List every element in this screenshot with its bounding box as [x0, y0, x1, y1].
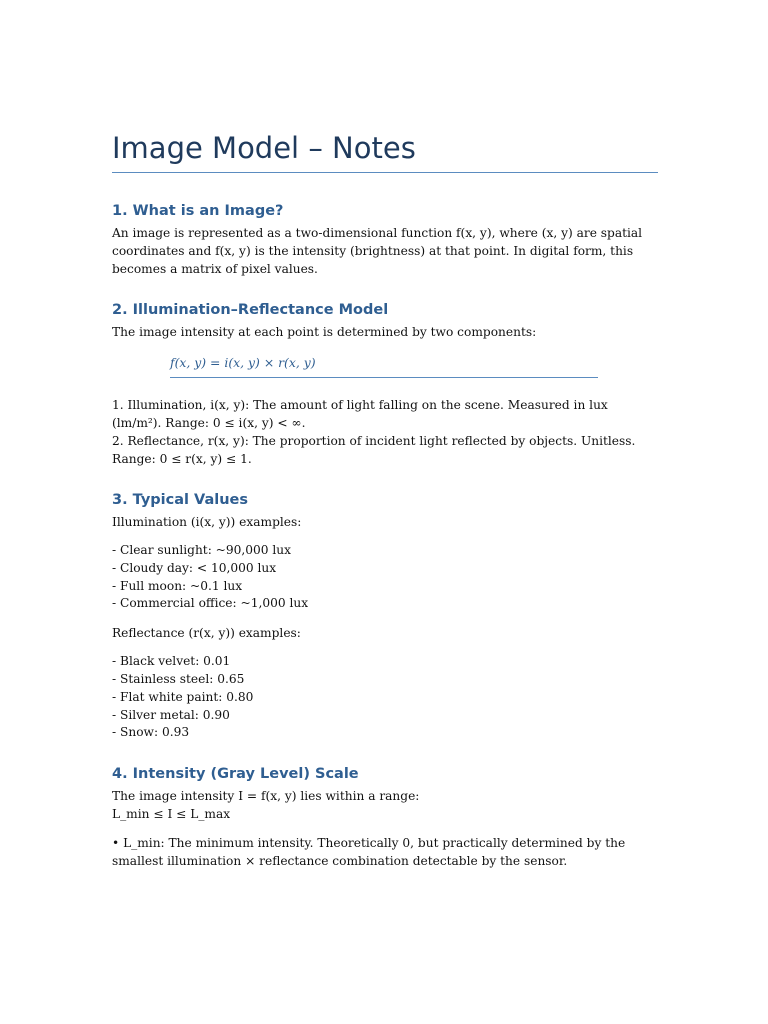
section-1-heading: 1. What is an Image?	[112, 203, 284, 219]
document-content	[112, 126, 658, 870]
illumination-examples-intro: Illumination (i(x, y)) examples:	[112, 515, 302, 529]
reflectance-definition: 2. Reflectance, r(x, y): The proportion of incident light reflected by objects. Unitless. Range: 0 ≤ r(x, y) ≤ 1.	[112, 434, 636, 466]
section-3-heading: 3. Typical Values	[112, 492, 248, 508]
section-2-heading: 2. Illumination–Reflectance Model	[112, 302, 389, 318]
intensity-range-intro: The image intensity I = f(x, y) lies within a range:	[112, 789, 420, 804]
list-item: - Commercial office: ~1,000 lux	[112, 596, 309, 611]
formula-text: f(x, y) = i(x, y) × r(x, y)	[170, 355, 316, 370]
list-item: - Stainless steel: 0.65	[112, 671, 245, 686]
title-underline	[112, 172, 658, 173]
section-1-body: An image is represented as a two-dimensional function f(x, y), where (x, y) are spatial coordinates and f(x, y) is the intensity (brightness) at that point. In digital form, this becomes a matrix of pixel values.	[112, 226, 643, 276]
formula-underline	[170, 377, 598, 378]
page-title: Image Model – Notes	[112, 131, 416, 165]
section-2-intro: The image intensity at each point is determined by two components:	[112, 325, 537, 339]
reflectance-examples-intro: Reflectance (r(x, y)) examples:	[112, 626, 301, 641]
lmin-bullet: • L_min: The minimum intensity. Theoretically 0, but practically determined by the smallest illumination × reflectance combination detectable by the sensor.	[112, 836, 626, 869]
illumination-definition: 1. Illumination, i(x, y): The amount of light falling on the scene. Measured in lux (lm/m²). Range: 0 ≤ i(x, y) < ∞.	[112, 398, 608, 430]
list-item: - Clear sunlight: ~90,000 lux	[112, 543, 292, 557]
list-item: - Black velvet: 0.01	[112, 654, 231, 669]
list-item: - Cloudy day: < 10,000 lux	[112, 560, 277, 575]
formula-block	[170, 353, 598, 378]
list-item: - Flat white paint: 0.80	[112, 689, 254, 704]
list-item: - Snow: 0.93	[112, 725, 190, 740]
intensity-range-inequality: L_min ≤ I ≤ L_max	[112, 807, 231, 822]
list-item: - Silver metal: 0.90	[112, 707, 230, 722]
reflectance-examples-list	[112, 653, 658, 742]
section-4-heading: 4. Intensity (Gray Level) Scale	[112, 766, 359, 783]
list-item: - Full moon: ~0.1 lux	[112, 578, 243, 593]
illumination-examples-list	[112, 542, 658, 613]
